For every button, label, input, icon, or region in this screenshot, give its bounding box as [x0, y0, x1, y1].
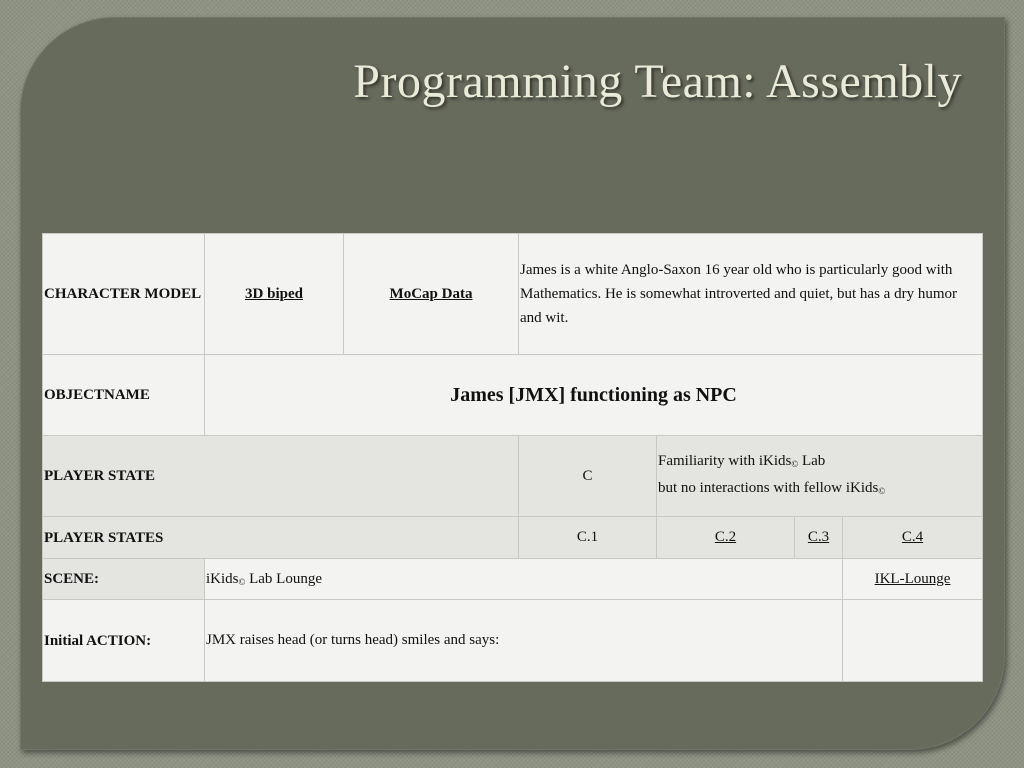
state-c1: C.1 — [519, 517, 657, 559]
mocap-data-link[interactable]: MoCap Data — [389, 285, 473, 302]
table-row — [43, 355, 983, 436]
state-c2-link[interactable]: C.2 — [714, 529, 737, 545]
scene-label: SCENE: — [43, 559, 205, 600]
3d-biped-link[interactable]: 3D biped — [245, 285, 303, 302]
objectname-label: OBJECTNAME — [43, 355, 205, 436]
state-c4-link[interactable]: C.4 — [901, 529, 924, 545]
objectname-value: James [JMX] functioning as NPC — [205, 355, 983, 436]
character-description: James is a white Anglo-Saxon 16 year old who is particularly good with Mathematics. He is somewhat introverted and quiet, but has a dry humor and wit. — [519, 234, 983, 355]
ikl-lounge-link[interactable]: IKL-Lounge — [874, 570, 951, 587]
table-row — [43, 559, 983, 600]
character-model-label: CHARACTER MODEL — [43, 234, 205, 355]
scene-value: iKids$_©$ Lab Lounge — [205, 559, 843, 600]
player-state-description: Familiarity with iKids$_©$ Lab but no interactions with fellow iKids$_©$ — [657, 436, 983, 517]
table-row — [43, 436, 983, 517]
initial-action-label: Initial ACTION: — [43, 600, 205, 682]
state-c3-link[interactable]: C.3 — [807, 529, 830, 545]
copyright-symbol: © — [791, 459, 799, 469]
player-state-label: PLAYER STATE — [43, 436, 519, 517]
player-states-label: PLAYER STATES — [43, 517, 519, 559]
player-state-value: C — [519, 436, 657, 517]
initial-action-value: JMX raises head (or turns head) smiles and says: — [205, 600, 843, 682]
table-row — [43, 600, 983, 682]
character-table — [42, 233, 983, 682]
table-row — [43, 234, 983, 355]
table-row — [43, 517, 983, 559]
copyright-symbol: © — [238, 576, 246, 587]
slide-title: Programming Team: Assembly — [353, 55, 962, 108]
initial-action-extra — [843, 600, 983, 682]
copyright-symbol: © — [878, 486, 886, 496]
